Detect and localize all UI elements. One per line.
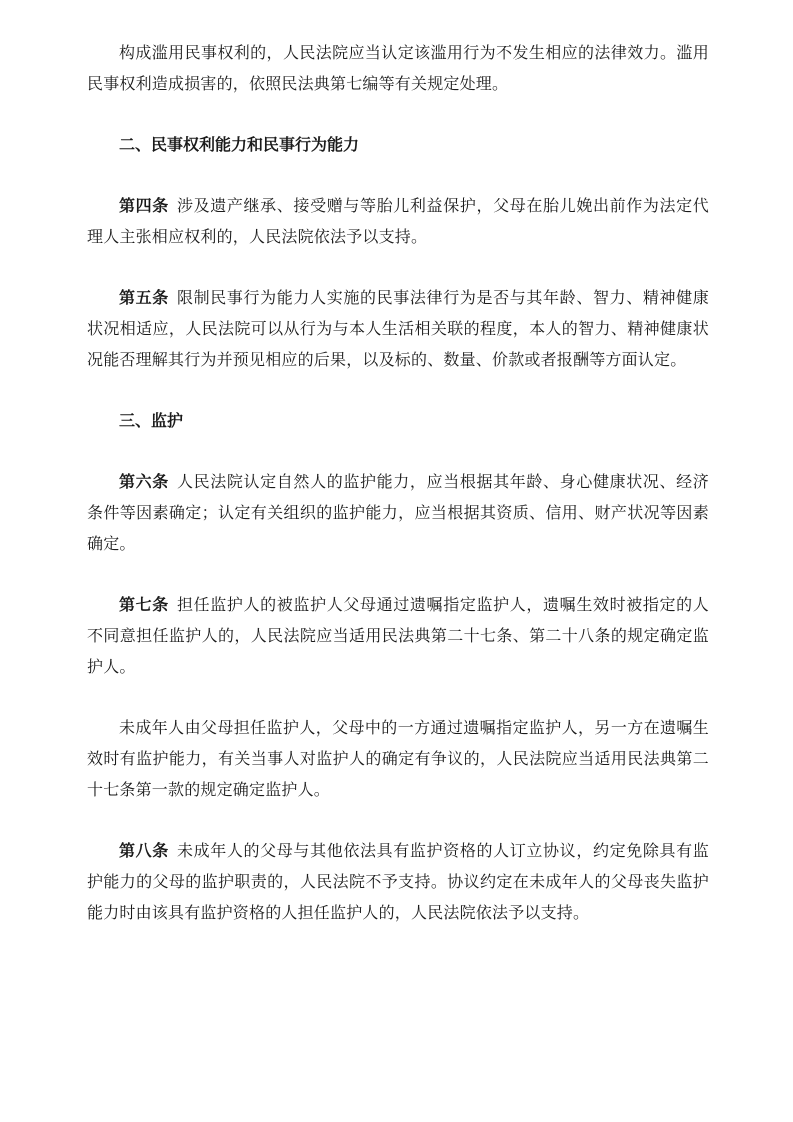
article-8-label: 第八条 (119, 841, 169, 860)
article-7-paragraph-2: 未成年人由父母担任监护人，父母中的一方通过遗嘱指定监护人，另一方在遗嘱生效时有监护能力，有关当事人对监护人的确定有争议的，人民法院应当适用民法典第二十七条第一款的规定确定监护人。 (87, 718, 709, 799)
article-4 (87, 190, 709, 252)
article-5 (87, 282, 709, 375)
section-heading-guardianship: 三、监护 (119, 411, 184, 430)
article-6-text: 人民法院认定自然人的监护能力，应当根据其年龄、身心健康状况、经济条件等因素确定；认定有关组织的监护能力，应当根据其资质、信用、财产状况等因素确定。 (87, 472, 710, 553)
article-6-label: 第六条 (119, 472, 169, 491)
article-4-text: 涉及遗产继承、接受赠与等胎儿利益保护，父母在胎儿娩出前作为法定代理人主张相应权利的，人民法院依法予以支持。 (87, 196, 710, 246)
article-7-text: 担任监护人的被监护人父母通过遗嘱指定监护人，遗嘱生效时被指定的人不同意担任监护人的，人民法院应当适用民法典第二十七条、第二十八条的规定确定监护人。 (87, 595, 710, 676)
article-7 (87, 589, 709, 682)
document-page (87, 37, 709, 958)
article-4-label: 第四条 (119, 196, 169, 215)
article-7-label: 第七条 (119, 595, 169, 614)
article-6 (87, 466, 709, 559)
article-8-text: 未成年人的父母与其他依法具有监护资格的人订立协议，约定免除具有监护能力的父母的监护职责的，人民法院不予支持。协议约定在未成年人的父母丧失监护能力时由该具有监护资格的人担任监护人的，人民法院依法予以支持。 (87, 841, 710, 922)
article-8 (87, 835, 709, 928)
article-5-label: 第五条 (119, 288, 169, 307)
article-5-text: 限制民事行为能力人实施的民事法律行为是否与其年龄、智力、精神健康状况相适应，人民法院可以从行为与本人生活相关联的程度，本人的智力、精神健康状况能否理解其行为并预见相应的后果，以及标的、数量、价款或者报酬等方面认定。 (87, 288, 710, 369)
paragraph-abuse-of-rights: 构成滥用民事权利的，人民法院应当认定该滥用行为不发生相应的法律效力。滥用民事权利造成损害的，依照民法典第七编等有关规定处理。 (87, 43, 709, 93)
section-heading-capacity: 二、民事权利能力和民事行为能力 (119, 135, 360, 154)
